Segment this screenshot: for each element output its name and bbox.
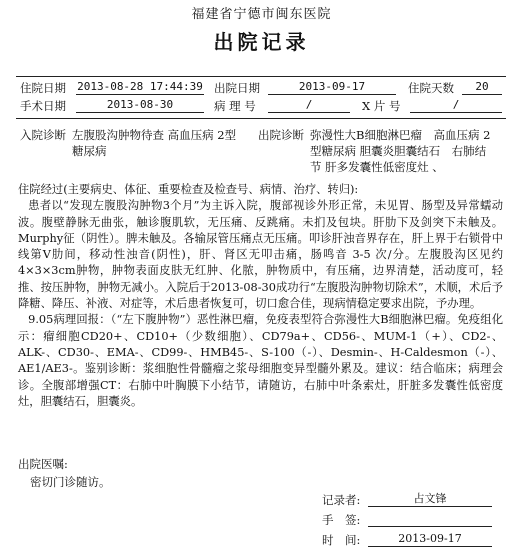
stay-days-value: 20 (462, 80, 502, 95)
record-time-value: 2013-09-17 (368, 532, 492, 547)
admit-diagnosis-label: 入院诊断 (20, 128, 66, 142)
hospital-course (18, 182, 503, 410)
admit-date-value: 2013-08-28 17:44:39 (77, 80, 203, 93)
recorder-value: 占文锋 (368, 492, 492, 507)
course-heading: 住院经过(主要病史、体征、重要检查及检查号、病情、治疗、转归): (18, 183, 359, 196)
course-paragraph-2: 9.05病理回报：（“左下腹肿物”）恶性淋巴瘤，免疫表型符合弥漫性大B细胞淋巴瘤。免疫组化示：瘤细胞CD20+、CD10+（少数细胞）、CD79a+、CD56-、MUM-1（+）、CD2-、ALK-、CD30-、EMA-、CD99-、HMB45-、S-100（-）、Desmin-、H-Caldesmon（-）、AE1/AE3-。鉴别诊断：浆细胞性骨髓瘤之浆母细胞变异型髓外累及。建议：结合临床；病理会诊。全腹部增强CT：右肺中叶胸膜下小结节，请随访，右肺中叶条索灶，肝脏多发囊性低密度灶，胆囊结石，胆囊炎。 (18, 313, 503, 408)
xray-no-label: X 片 号 (362, 99, 401, 113)
discharge-date-value: 2013-09-17 (268, 80, 396, 95)
discharge-orders-label: 出院医嘱: (18, 457, 68, 471)
signature-value (368, 512, 492, 527)
xray-no-value: / (410, 98, 502, 113)
discharge-diagnosis-line1: 弥漫性大B细胞淋巴瘤 高血压病 2 (310, 128, 491, 142)
admit-date-label: 住院日期 (20, 81, 66, 95)
discharge-date-label: 出院日期 (214, 81, 260, 95)
recorder-label: 记录者: (322, 493, 361, 507)
signature-label: 手 签: (322, 513, 361, 527)
surgery-date-label: 手术日期 (20, 99, 66, 113)
admit-diagnosis-line1: 左腹股沟肿物待查 高血压病 2型 (72, 128, 237, 142)
pathology-no-label: 病 理 号 (214, 99, 256, 113)
discharge-diagnosis-line2: 型糖尿病 胆囊炎胆囊结石 右肺结 (310, 144, 487, 158)
course-paragraph-1: 患者以“发现左腹股沟肿物3个月”为主诉入院，腹部视诊外形正常，未见胃、肠型及异常蠕动波。腹壁静脉无曲张，触诊腹肌软，无压痛、反跳痛。未扪及包块。肝肋下及剑突下未触及。Murphy征（阴性）。脾未触及。各输尿管压痛点无压痛。叩诊肝浊音界存在，肝上界于右锁骨中线第V肋间，移动性浊音(阴性)，肝、肾区无叩击痛，肠鸣音 3-5 次/分。左腹股沟区见约4×3×3cm肿物，肿物表面皮肤无红肿、化脓，肿物质中，有压痛，边界清楚，活动度可，轻推、按压肿物，肿物无减小。入院后于2013-08-30成功行“左腹股沟肿物切除术”，术顺，术后予降糖、降压、补液、对症等，术后患者恢复可，切口愈合佳，现病情稳定要求出院，予办理。 (18, 199, 503, 311)
document-title: 出院记录 (213, 30, 310, 54)
discharge-diagnosis-line3: 节 肝多发囊性低密度灶 、 (310, 160, 444, 174)
record-time-label: 时 间: (322, 533, 361, 547)
hospital-name: 福建省宁德市闽东医院 (191, 7, 332, 22)
stay-days-label: 住院天数 (408, 81, 454, 95)
discharge-diagnosis-label: 出院诊断 (258, 128, 304, 142)
info-bottom-rule (16, 118, 506, 119)
top-rule (16, 76, 506, 77)
admit-diagnosis-line2: 糖尿病 (72, 144, 107, 158)
surgery-date-value: 2013-08-30 (76, 98, 204, 113)
discharge-orders-text: 密切门诊随访。 (30, 475, 111, 489)
pathology-no-value: / (268, 98, 350, 113)
